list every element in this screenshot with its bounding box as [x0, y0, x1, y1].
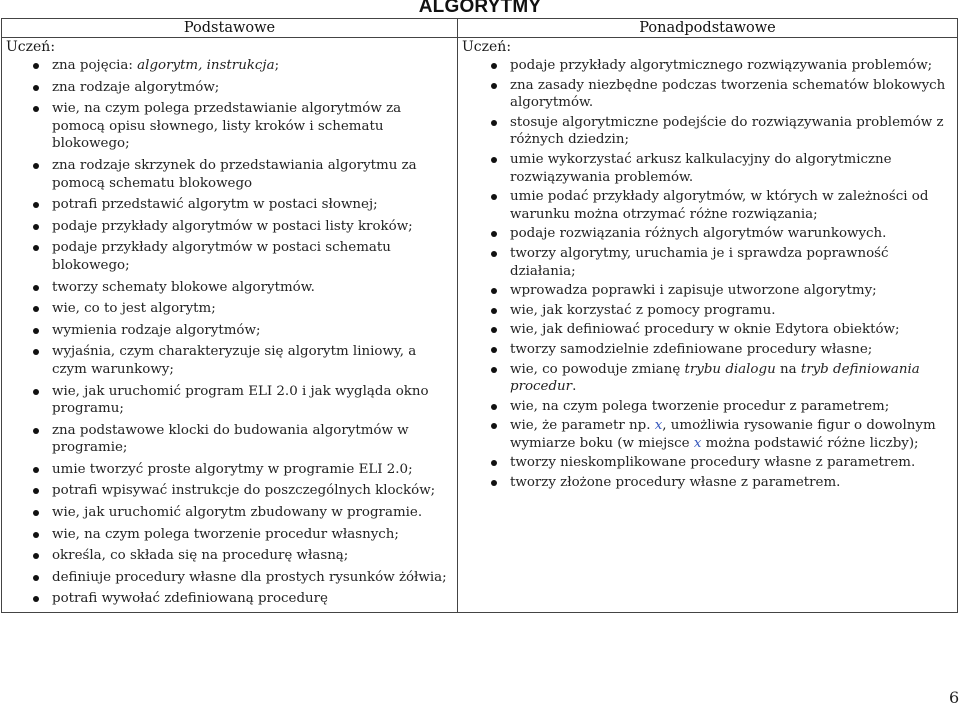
list-item-text: , umożliwia rysowanie figur o dowolnym wymiarze boku (w miejsce — [510, 418, 936, 451]
bullet-icon — [33, 245, 39, 251]
list-item — [458, 341, 957, 359]
list-item-text: tworzy algorytmy, uruchamia je i sprawdza poprawność działania; — [510, 245, 889, 279]
list-item-text: podaje rozwiązania różnych algorytmów warunkowych. — [510, 226, 887, 242]
list-item — [458, 77, 957, 112]
list-item-text: wie, że parametr np. — [510, 418, 655, 434]
list-item — [458, 417, 957, 452]
list-item — [2, 569, 457, 587]
list-item-text: podaje przykłady algorytmicznego rozwiązywania problemów; — [510, 58, 933, 73]
bullet-icon — [33, 85, 39, 91]
bullet-icon — [33, 224, 39, 230]
column-header-basic: Podstawowe — [2, 19, 458, 38]
bullet-icon — [33, 596, 39, 602]
list-item-text: tworzy złożone procedury własne z parametrem. — [510, 475, 841, 491]
bullet-icon — [33, 163, 39, 169]
bullet-icon — [33, 467, 39, 473]
body-row — [2, 38, 958, 613]
list-item-text: tworzy samodzielnie zdefiniowane procedury własne; — [510, 341, 873, 357]
list-item-text: wprowadza poprawki i zapisuje utworzone algorytmy; — [510, 283, 877, 299]
list-item-text: algorytm, instrukcja — [137, 58, 275, 73]
list-item — [2, 157, 457, 192]
list-item-text: potrafi wpisywać instrukcje do poszczególnych klocków; — [52, 483, 436, 499]
bullet-icon — [491, 480, 497, 486]
bullet-icon — [491, 327, 497, 333]
list-item-text: stosuje algorytmiczne podejście do rozwiązywania problemów z różnych dziedzin; — [510, 114, 944, 148]
bullet-icon — [33, 202, 39, 208]
list-item — [2, 526, 457, 544]
list-item-text: zna podstawowe klocki do budowania algorytmów w programie; — [52, 422, 409, 456]
list-item — [2, 100, 457, 153]
list-item-text: x — [654, 418, 663, 434]
list-item-text: zna pojęcia: — [52, 58, 138, 73]
list-item-text: tworzy schematy blokowe algorytmów. — [52, 279, 315, 295]
list-item-text: podaje przykłady algorytmów w postaci listy kroków; — [52, 218, 413, 234]
list-item-text: definiuje procedury własne dla prostych rysunków żółwia; — [52, 569, 447, 585]
list-item — [2, 383, 457, 418]
list-item — [2, 504, 457, 522]
list-item — [2, 300, 457, 318]
column-basic — [2, 38, 458, 613]
list-item — [458, 398, 957, 416]
basic-requirements-list — [2, 57, 457, 608]
list-item — [2, 196, 457, 214]
bullet-icon — [491, 423, 497, 429]
bullet-icon — [33, 106, 39, 112]
list-item — [458, 454, 957, 472]
bullet-icon — [491, 83, 497, 89]
list-item-text: wie, na czym polega tworzenie procedur z parametrem; — [510, 398, 890, 414]
bullet-icon — [33, 553, 39, 559]
bullet-icon — [491, 120, 497, 126]
list-item — [2, 79, 457, 97]
bullet-icon — [491, 194, 497, 200]
header-row — [2, 19, 958, 38]
list-item-text: umie podać przykłady algorytmów, w których w zależności od warunku można otrzymać różne rozwiązania; — [510, 189, 929, 222]
student-lead-basic: Uczeń: — [6, 39, 56, 55]
student-lead-advanced: Uczeń: — [462, 39, 512, 55]
list-item — [2, 461, 457, 479]
list-item-text: trybu dialogu — [684, 361, 776, 377]
list-item-text: wymienia rodzaje algorytmów; — [52, 322, 261, 338]
list-item-text: podaje przykłady algorytmów w postaci schematu blokowego; — [52, 240, 391, 273]
list-item-text: na — [775, 361, 801, 377]
list-item — [2, 343, 457, 378]
bullet-icon — [491, 347, 497, 353]
list-item-text: wyjaśnia, czym charakteryzuje się algorytm liniowy, a czym warunkowy; — [52, 344, 417, 377]
page-title: ALGORYTMY — [418, 0, 542, 17]
list-item-text: tworzy nieskomplikowane procedury własne z parametrem. — [510, 455, 916, 471]
list-item-text: wie, co powoduje zmianę — [510, 361, 685, 377]
bullet-icon — [491, 367, 497, 373]
list-item — [2, 547, 457, 565]
list-item-text: wie, jak definiować procedury w oknie Edytora obiektów; — [510, 322, 900, 338]
list-item-text: określa, co składa się na procedurę własną; — [52, 548, 349, 564]
bullet-icon — [491, 288, 497, 294]
list-item — [458, 302, 957, 320]
bullet-icon — [491, 157, 497, 163]
list-item-text: można podstawić różne liczby); — [701, 435, 919, 451]
list-item — [2, 279, 457, 297]
list-item-text: wie, na czym polega tworzenie procedur własnych; — [52, 526, 399, 542]
bullet-icon — [33, 575, 39, 581]
list-item — [458, 57, 957, 75]
bullet-icon — [491, 404, 497, 410]
list-item-text: zna rodzaje algorytmów; — [52, 79, 220, 95]
bullet-icon — [33, 428, 39, 434]
bullet-icon — [33, 532, 39, 538]
bullet-icon — [491, 251, 497, 257]
list-item — [458, 225, 957, 243]
bullet-icon — [33, 328, 39, 334]
requirements-table — [1, 18, 958, 613]
list-item-text: tryb definiowania procedur — [510, 361, 920, 395]
list-item — [458, 321, 957, 339]
bullet-icon — [33, 389, 39, 395]
list-item-text: wie, jak uruchomić program ELI 2.0 i jak wygląda okno programu; — [52, 383, 429, 417]
list-item-text: wie, na czym polega przedstawianie algorytmów za pomocą opisu słownego, listy kroków i schematu blokowego; — [52, 101, 402, 152]
bullet-icon — [491, 308, 497, 314]
column-header-advanced: Ponadpodstawowe — [458, 19, 958, 38]
bullet-icon — [491, 63, 497, 69]
list-item-text: x — [693, 435, 702, 451]
list-item-text: umie tworzyć proste algorytmy w programie ELI 2.0; — [52, 461, 413, 477]
bullet-icon — [33, 306, 39, 312]
bullet-icon — [33, 285, 39, 291]
list-item — [2, 590, 457, 608]
list-item — [458, 114, 957, 149]
bullet-icon — [33, 510, 39, 516]
column-advanced — [458, 38, 958, 613]
list-item — [2, 57, 457, 75]
list-item-text: potrafi przedstawić algorytm w postaci słownej; — [52, 197, 378, 213]
list-item-text: zna rodzaje skrzynek do przedstawiania algorytmu za pomocą schematu blokowego — [52, 157, 417, 191]
list-item-text: umie wykorzystać arkusz kalkulacyjny do algorytmiczne rozwiązywania problemów. — [510, 151, 892, 185]
list-item-text: potrafi wywołać zdefiniowaną procedurę — [52, 591, 328, 607]
list-item — [458, 474, 957, 492]
list-item — [458, 282, 957, 300]
bullet-icon — [33, 349, 39, 355]
list-item — [2, 239, 457, 274]
list-item — [2, 482, 457, 500]
list-item-text: ; — [274, 58, 280, 73]
list-item — [458, 188, 957, 223]
list-item — [458, 245, 957, 280]
bullet-icon — [33, 488, 39, 494]
page-number: 6 — [949, 688, 960, 707]
list-item — [458, 361, 957, 396]
bullet-icon — [33, 63, 39, 69]
list-item-text: zna zasady niezbędne podczas tworzenia schematów blokowych algorytmów. — [510, 77, 946, 111]
bullet-icon — [491, 460, 497, 466]
list-item — [2, 218, 457, 236]
advanced-requirements-list — [458, 57, 957, 492]
list-item-text: wie, jak uruchomić algorytm zbudowany w programie. — [52, 505, 423, 521]
list-item — [2, 322, 457, 340]
list-item-text: . — [572, 379, 577, 395]
bullet-icon — [491, 231, 497, 237]
list-item-text: wie, co to jest algorytm; — [52, 301, 216, 317]
list-item — [2, 422, 457, 457]
list-item-text: wie, jak korzystać z pomocy programu. — [510, 302, 776, 318]
list-item — [458, 151, 957, 186]
